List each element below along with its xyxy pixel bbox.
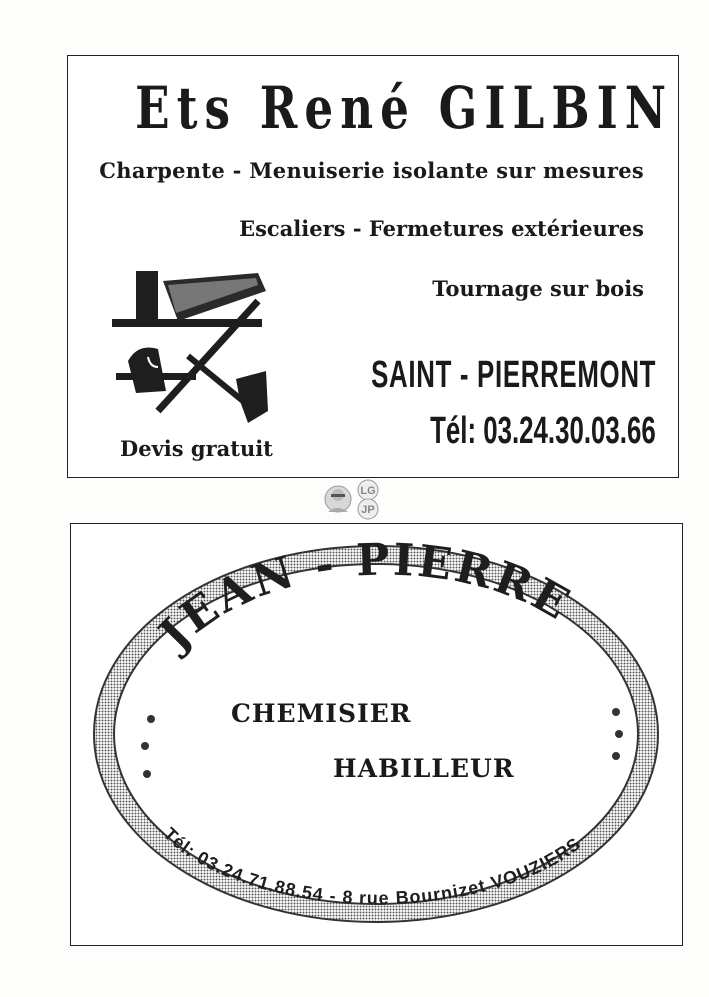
lgjp-watermark-logo <box>322 476 388 522</box>
phone-number: Tél: 03.24.30.03.66 <box>430 410 656 452</box>
ad-gilbin <box>67 55 679 478</box>
svg-text:JP: JP <box>361 504 375 516</box>
svg-text:LG: LG <box>360 485 376 497</box>
services-line-1: Charpente - Menuiserie isolante sur mesures <box>99 158 644 183</box>
free-quote-label: Devis gratuit <box>120 436 273 461</box>
trade-habilleur: HABILLEUR <box>333 754 515 783</box>
oval-frame <box>71 524 682 945</box>
shop-name: JEAN - PIERRE <box>149 534 580 660</box>
trade-chemisier: CHEMISIER <box>231 699 412 728</box>
carpentry-tools-icon <box>108 261 278 431</box>
services-line-3: Tournage sur bois <box>432 276 644 301</box>
company-title: Ets René GILBIN <box>135 74 674 142</box>
city-name: SAINT - PIERREMONT <box>370 354 656 396</box>
ad-jean-pierre <box>70 523 683 946</box>
address-phone: Tél: 03.24.71.88.54 - 8 rue Bournizet VOUZIERS <box>159 823 585 909</box>
services-line-2: Escaliers - Fermetures extérieures <box>239 216 644 241</box>
